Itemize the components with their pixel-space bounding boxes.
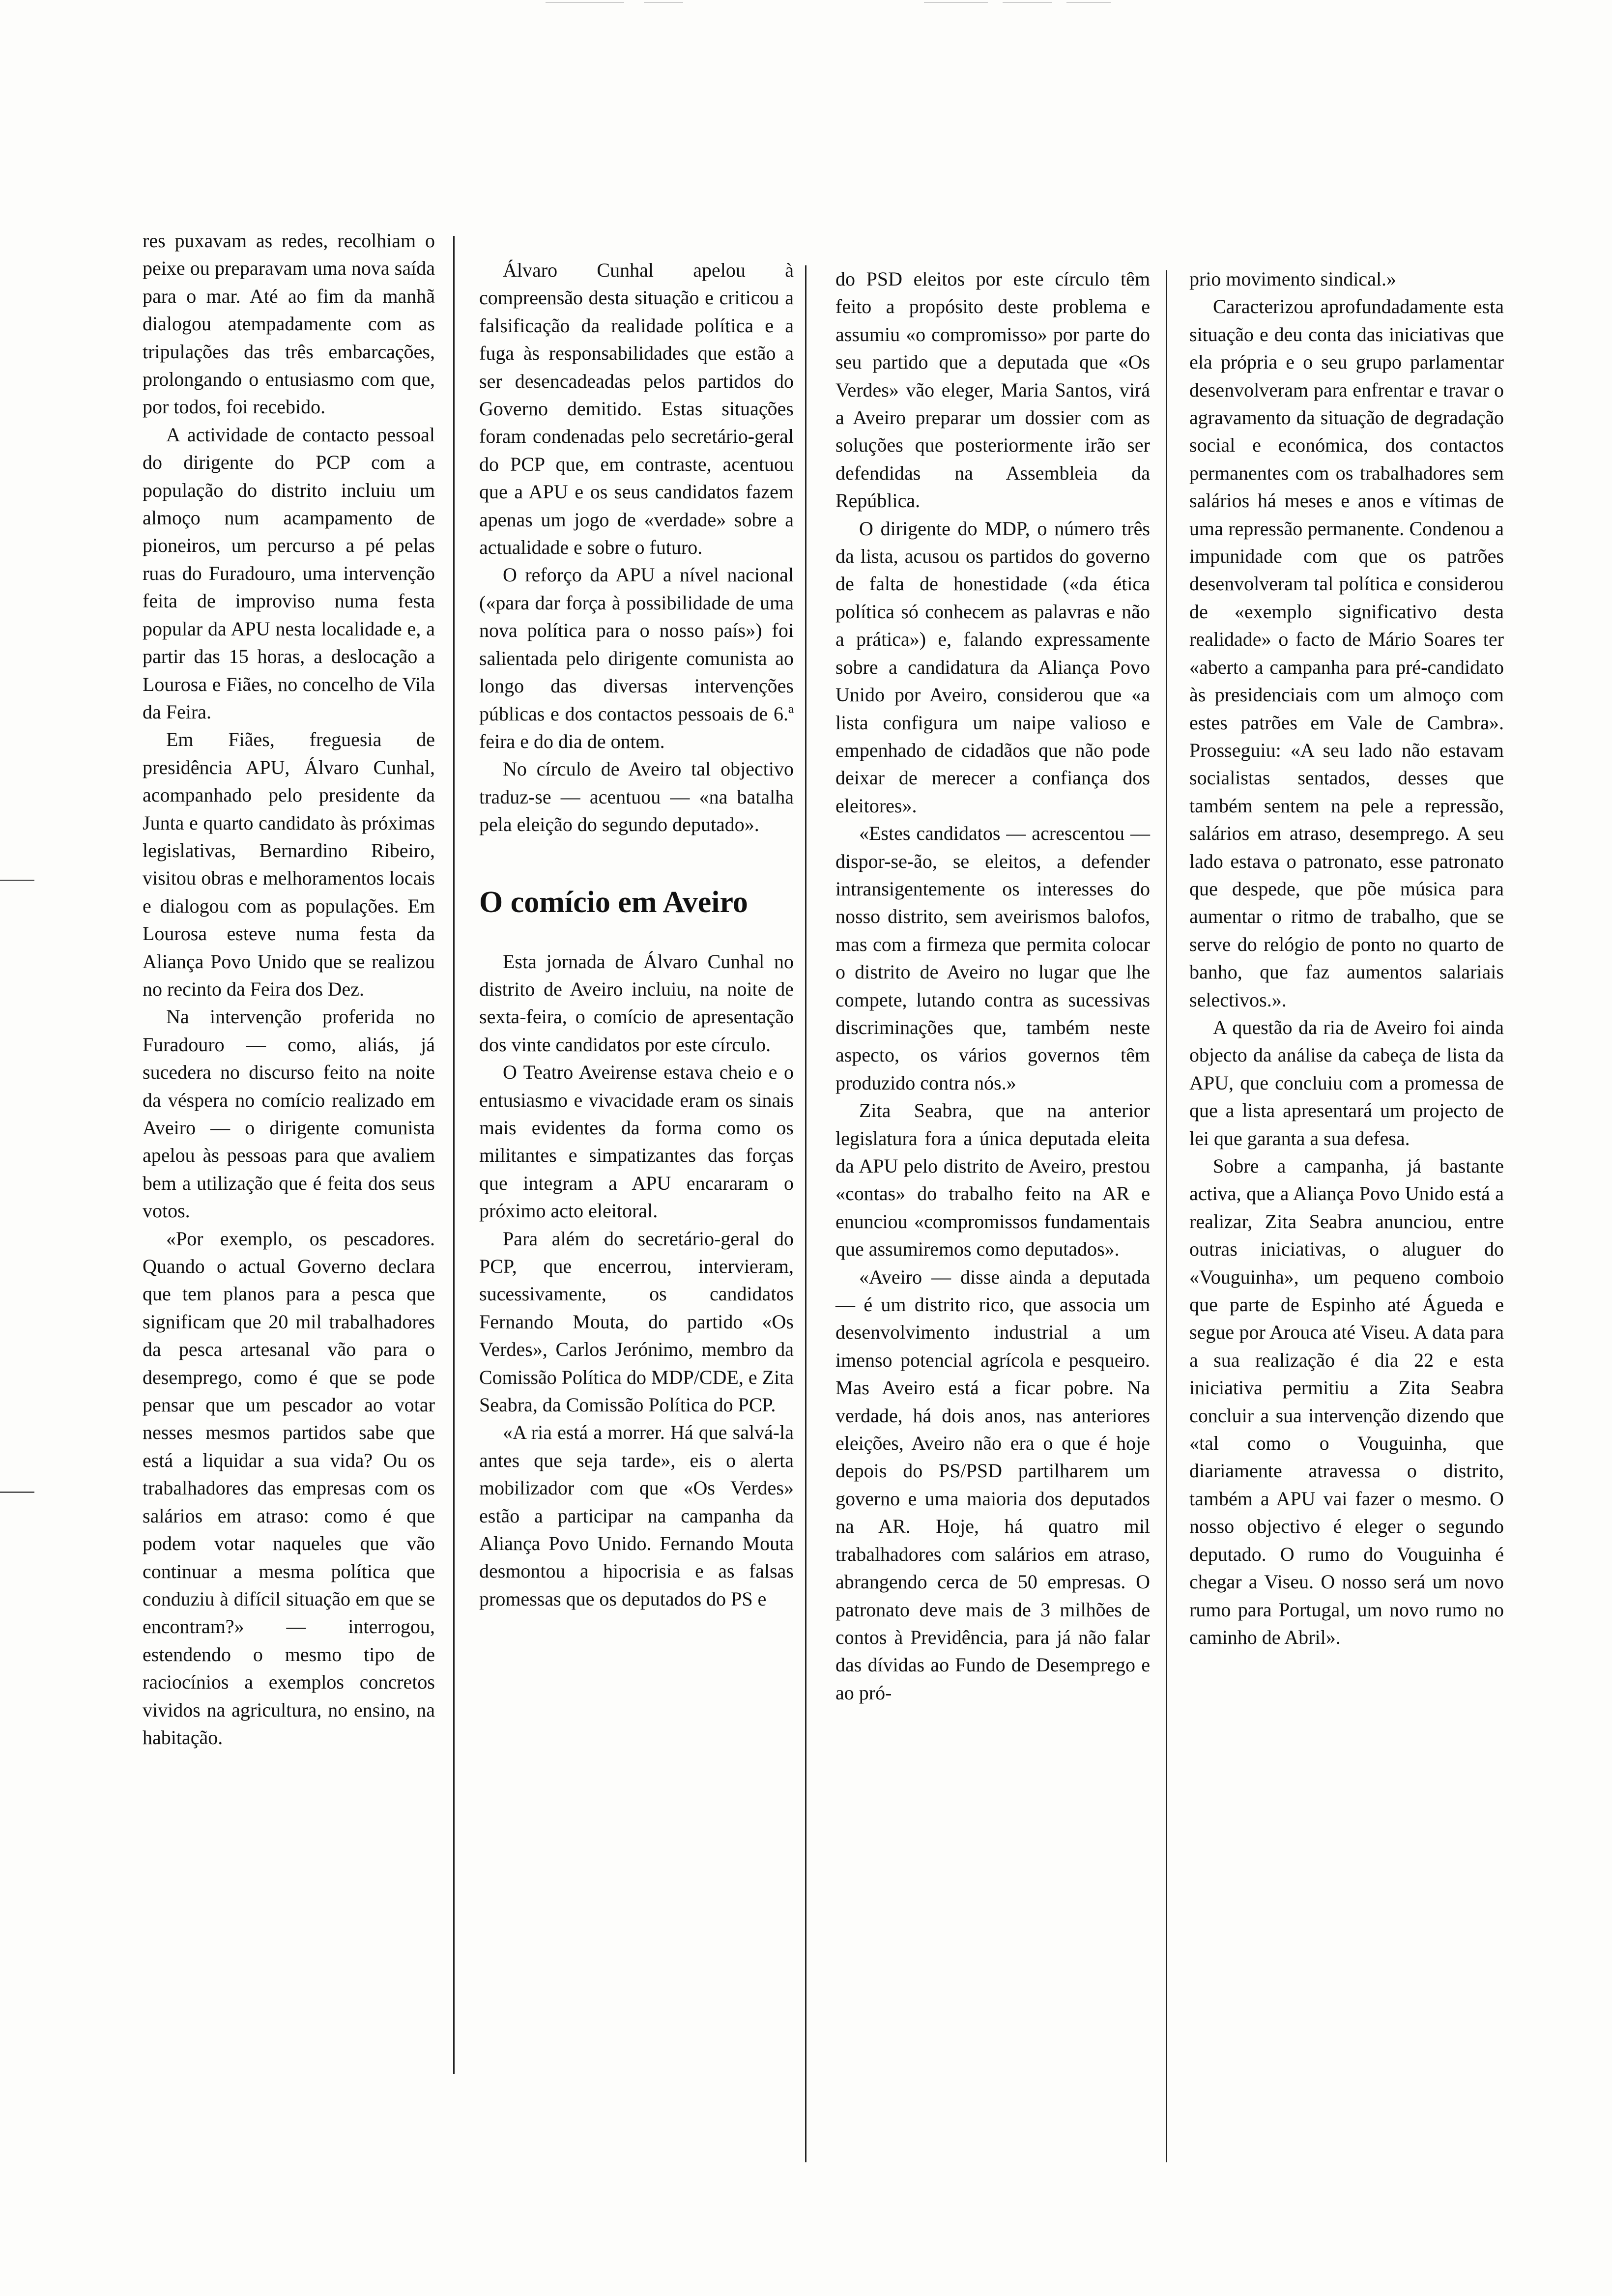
article-column-4 — [1189, 265, 1504, 1651]
top-edge-line — [1003, 2, 1052, 3]
article-column-1 — [143, 227, 435, 1751]
margin-mark — [0, 1492, 34, 1493]
column-rule — [1166, 270, 1167, 2162]
paragraph: do PSD eleitos por este círculo têm feito a propósito deste problema e assumiu «o compromisso» por parte do seu partido que a deputada que «Os Verdes» vão eleger, Maria Santos, virá a Aveiro preparar um dossier com as soluções que posteriormente irão ser defendidas na Assembleia da República. — [835, 268, 1150, 512]
paragraph: Em Fiães, freguesia de presidência APU, Álvaro Cunhal, acompanhado pelo presidente da Junta e quarto candidato às próximas legislativas, Bernardino Ribeiro, visitou obras e melhoramentos locais e dialogou com as populações. Em Lourosa esteve numa festa da Aliança Povo Unido que se realizou no recinto da Feira dos Dez. — [143, 728, 435, 1000]
top-edge-line — [924, 2, 988, 3]
paragraph: Para além do secretário-geral do PCP, que encerrou, intervieram, sucessivamente, os candidatos Fernando Mouta, do partido «Os Verdes», Carlos Jerónimo, membro da Comissão Política do MDP/CDE, e Zita Seabra, da Comissão Política do PCP. — [479, 1227, 794, 1416]
article-column-2 — [479, 257, 794, 1613]
column-rule — [805, 265, 806, 2162]
column-rule — [453, 236, 455, 2074]
paragraph: A questão da ria de Aveiro foi ainda objecto da análise da cabeça de lista da APU, que concluiu com a promessa de que a lista apresentará um projecto de lei que garanta a sua defesa. — [1189, 1016, 1504, 1149]
section-heading: O comício em Aveiro — [479, 885, 748, 919]
paragraph: Álvaro Cunhal apelou à compreensão desta situação e criticou a falsificação da realidade política e a fuga às responsabilidades que estão a ser desencadeadas pelos partidos do Governo demitido. Estas situações foram condenadas pelo secretário-geral do PCP que, em contraste, acentuou que a APU e os seus candidatos fazem apenas um jogo de «verdade» sobre a actualidade e sobre o futuro. — [479, 259, 794, 559]
paragraph: Caracterizou aprofundadamente esta situação e deu conta das iniciativas que ela própria e o seu grupo parlamentar desenvolveram para enfrentar e travar o agravamento da situação de degradação social e económica, dos contactos permanentes com os trabalhadores sem salários há meses e anos e vítimas de uma repressão permanente. Condenou a impunidade com que os patrões desenvolveram tal política e considerou de «exemplo significativo desta realidade» o facto de Mário Soares ter «aberto a campanha para pré-candidato às presidenciais com um almoço com estes patrões em Vale de Cambra». Prosseguiu: «A seu lado não estavam socialistas sentados, desses que também sentem na pele a repressão, salários em atraso, desemprego. A seu lado estava o patronato, esse patronato que despede, que põe música para aumentar o ritmo de trabalho, que se serve do relógio de ponto no quarto de banho, que faz aumentos salariais selectivos.». — [1189, 295, 1504, 1011]
top-edge-line — [1066, 2, 1111, 3]
margin-mark — [0, 880, 34, 881]
paragraph: A actividade de contacto pessoal do dirigente do PCP com a população do distrito incluiu um almoço num acampamento de pioneiros, um percurso a pé pelas ruas do Furadouro, uma intervenção feita de improviso numa festa popular da APU nesta localidade e, a partir das 15 horas, a deslocação a Lourosa e Fiães, no concelho de Vila da Feira. — [143, 423, 435, 723]
paragraph: prio movimento sindical.» — [1189, 268, 1397, 290]
paragraph: «Aveiro — disse ainda a deputada — é um distrito rico, que associa um desenvolvimento industrial a um imenso potencial agrícola e pesqueiro. Mas Aveiro está a ficar pobre. Na verdade, há dois anos, nas anteriores eleições, Aveiro não era o que é hoje depois do PS/PSD partilharem um governo e uma maioria dos deputados na AR. Hoje, há quatro mil trabalhadores com salários em atraso, abrangendo cerca de 50 empresas. O patronato deve mais de 3 milhões de contos à Previdência, para já não falar das dívidas ao Fundo de Desemprego e ao pró- — [835, 1265, 1150, 1704]
paragraph: Na intervenção proferida no Furadouro — como, aliás, já sucedera no discurso feito na noite da véspera no comício realizado em Aveiro — o dirigente comunista apelou às pessoas para que avaliem bem a utilização que é feita dos seus votos. — [143, 1005, 435, 1222]
top-edge-line — [546, 2, 624, 3]
paragraph: O dirigente do MDP, o número três da lista, acusou os partidos do governo de falta de honestidade («da ética política só conhecem as palavras e não a prática») e, falando expressamente sobre a candidatura da Aliança Povo Unido por Aveiro, considerou que «a lista configura um naipe valioso e empenhado de cidadãos que não pode deixar de merecer a confiança dos eleitores». — [835, 517, 1150, 817]
paragraph: «Por exemplo, os pescadores. Quando o actual Governo declara que tem planos para a pesca que significam que 20 mil trabalhadores da pesca artesanal vão para o desemprego, como é que se pode pensar que um pescador ao votar nesses mesmos partidos sabe que está a liquidar a sua vida? Ou os trabalhadores das empresas com os salários em atraso: como é que podem votar naqueles que vão continuar a mesma política que conduziu à difícil situação em que se encontram?» — interrogou, estendendo o mesmo tipo de raciocínios a exemplos concretos vividos na agricultura, no ensino, na habitação. — [143, 1227, 435, 1749]
paragraph: No círculo de Aveiro tal objectivo traduz-se — acentuou — «na batalha pela eleição do segundo deputado». — [479, 758, 794, 836]
paragraph: «Estes candidatos — acrescentou — dispor-se-ão, se eleitos, a defender intransigentemente os interesses do nosso distrito, sem aveirismos balofos, mas com a firmeza que permita colocar o distrito de Aveiro no lugar que lhe compete, lutando contra as sucessivas discriminações que, também neste aspecto, os vários governos têm produzido contra nós.» — [835, 822, 1150, 1094]
top-edge-line — [644, 2, 683, 3]
paragraph: O reforço da APU a nível nacional («para dar força à possibilidade de uma nova política para o nosso país») foi salientada pelo dirigente comunista ao longo das diversas intervenções públicas e dos contactos pessoais de 6.ª feira e do dia de ontem. — [479, 564, 794, 752]
paragraph: O Teatro Aveirense estava cheio e o entusiasmo e vivacidade eram os sinais mais evidentes da forma como os militantes e simpatizantes das forças que integram a APU encararam o próximo acto eleitoral. — [479, 1061, 794, 1222]
paragraph: Zita Seabra, que na anterior legislatura fora a única deputada eleita da APU pelo distrito de Aveiro, prestou «contas» do trabalho feito na AR e enunciou «compromissos fundamentais que assumiremos como deputados». — [835, 1099, 1150, 1261]
paragraph: res puxavam as redes, recolhiam o peixe ou preparavam uma nova saída para o mar. Até ao fim da manhã dialogou atempadamente com as tripulações das três embarcações, prolongando o entusiasmo com que, por todos, foi recebido. — [143, 230, 435, 418]
paragraph: Esta jornada de Álvaro Cunhal no distrito de Aveiro incluiu, na noite de sexta-feira, o comício de apresentação dos vinte candidatos por este círculo. — [479, 950, 794, 1056]
paragraph: «A ria está a morrer. Há que salvá-la antes que seja tarde», eis o alerta mobilizador com que «Os Verdes» estão a participar na campanha da Aliança Povo Unido. Fernando Mouta desmontou a hipocrisia e as falsas promessas que os deputados do PS e — [479, 1421, 794, 1610]
paragraph: Sobre a campanha, já bastante activa, que a Aliança Povo Unido está a realizar, Zita Seabra anunciou, entre outras iniciativas, o aluguer do «Vouguinha», um pequeno comboio que parte de Espinho até Águeda e segue por Arouca até Viseu. A data para a sua realização é dia 22 e esta iniciativa permitiu a Zita Seabra concluir a sua intervenção dizendo que «tal como o Vouguinha, que diariamente atravessa o distrito, também a APU vai fazer o mesmo. O nosso objectivo é eleger o segundo deputado. O rumo do Vouguinha é chegar a Viseu. O nosso será um novo rumo para Portugal, um novo rumo no caminho de Abril». — [1189, 1155, 1504, 1648]
article-column-3 — [835, 265, 1150, 1707]
